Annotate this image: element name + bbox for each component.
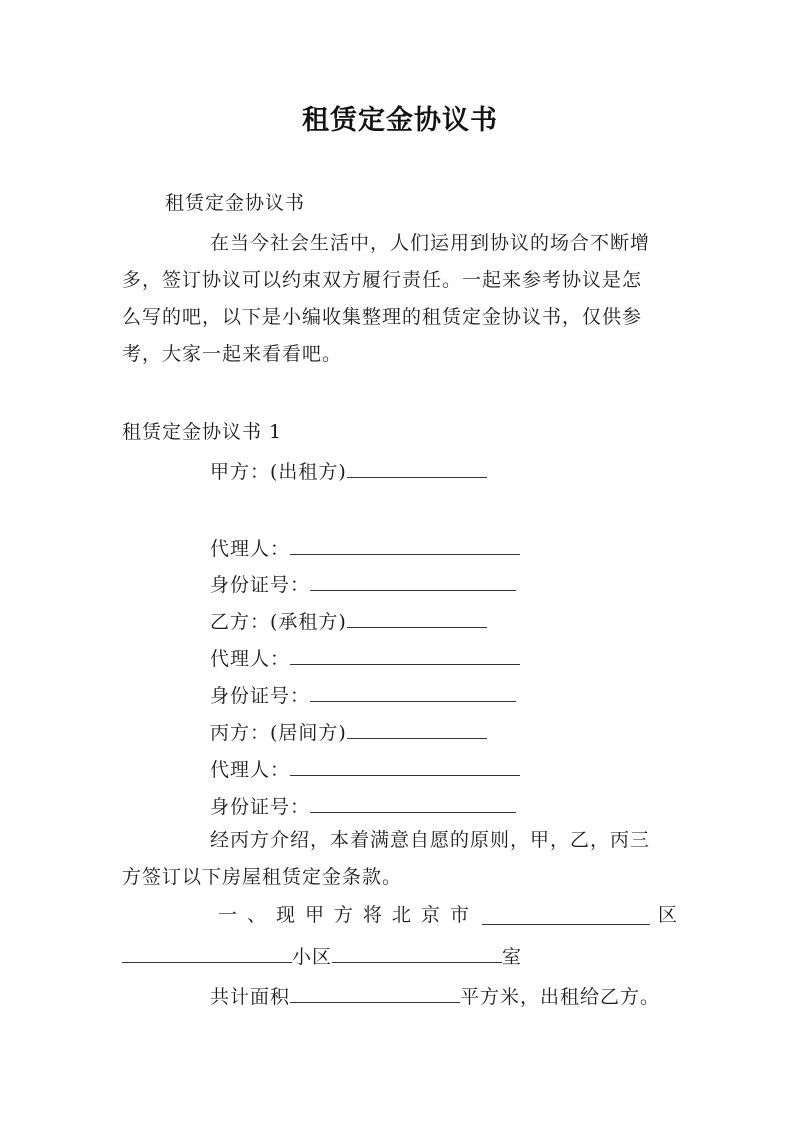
party-a-row	[210, 459, 487, 482]
id-a-label: 身份证号：	[210, 574, 311, 596]
clause-1-char: 现	[275, 904, 296, 926]
clause-intro-line-1: 经丙方介绍，本着满意自愿的原则，甲，乙，丙三	[210, 829, 651, 851]
id-c-label: 身份证号：	[210, 796, 311, 818]
agent-a-row	[210, 536, 520, 559]
agent-b-label: 代理人：	[210, 648, 291, 670]
id-a-row	[210, 572, 516, 595]
section-title: 租赁定金协议书 1	[122, 421, 283, 443]
clause-1-char: 北	[391, 904, 412, 926]
party-a-blank[interactable]	[347, 459, 487, 478]
id-b-row	[210, 683, 516, 706]
street-blank[interactable]	[122, 944, 292, 963]
intro-line-2: 多，签订协议可以约束双方履行责任。一起来参考协议是怎	[122, 269, 643, 291]
intro-line-4: 考，大家一起来看看吧。	[122, 343, 343, 365]
clause-1-char: 将	[362, 904, 383, 926]
party-b-blank[interactable]	[347, 609, 487, 628]
document-subtitle: 租赁定金协议书	[165, 192, 306, 214]
community-blank[interactable]	[332, 944, 502, 963]
community-label: 小区	[292, 946, 333, 968]
party-a-label: 甲方：(出租方)	[210, 461, 347, 483]
party-b-label: 乙方：(承租方)	[210, 611, 347, 633]
party-c-row	[210, 720, 487, 743]
clause-1-line-1	[218, 906, 678, 925]
clause-1-line-2	[122, 944, 522, 967]
clause-1-char: 京	[420, 904, 441, 926]
clause-1-char: 方	[333, 904, 354, 926]
agent-c-label: 代理人：	[210, 759, 291, 781]
area-prefix: 共计面积	[210, 986, 291, 1008]
agent-c-row	[210, 757, 520, 780]
agent-a-label: 代理人：	[210, 538, 291, 560]
intro-line-1: 在当今社会生活中，人们运用到协议的场合不断增	[210, 232, 651, 254]
party-c-label: 丙方：(居间方)	[210, 722, 347, 744]
clause-1-char: 、	[246, 904, 267, 926]
agent-b-row	[210, 646, 520, 669]
district-blank[interactable]	[482, 906, 650, 925]
area-blank[interactable]	[290, 984, 460, 1003]
agent-c-blank[interactable]	[290, 757, 520, 776]
area-suffix: 平方米，出租给乙方。	[460, 986, 661, 1008]
agent-b-blank[interactable]	[290, 646, 520, 665]
id-a-blank[interactable]	[310, 572, 516, 591]
clause-1-char: 甲	[304, 904, 325, 926]
intro-line-3: 么写的吧，以下是小编收集整理的租赁定金协议书，仅供参	[122, 306, 643, 328]
clause-1-char: 一	[218, 904, 239, 926]
agent-a-blank[interactable]	[290, 536, 520, 555]
district-label: 区	[657, 904, 678, 926]
id-b-label: 身份证号：	[210, 685, 311, 707]
area-row	[210, 984, 660, 1007]
clause-intro-line-2: 方签订以下房屋租赁定金条款。	[122, 866, 403, 888]
clause-1-lead	[218, 906, 470, 925]
clause-1-char: 市	[449, 904, 470, 926]
id-c-blank[interactable]	[310, 794, 516, 813]
room-label: 室	[502, 946, 523, 968]
party-c-blank[interactable]	[347, 720, 487, 739]
id-b-blank[interactable]	[310, 683, 516, 702]
document-title: 租赁定金协议书	[302, 105, 498, 136]
id-c-row	[210, 794, 516, 817]
party-b-row	[210, 609, 487, 632]
